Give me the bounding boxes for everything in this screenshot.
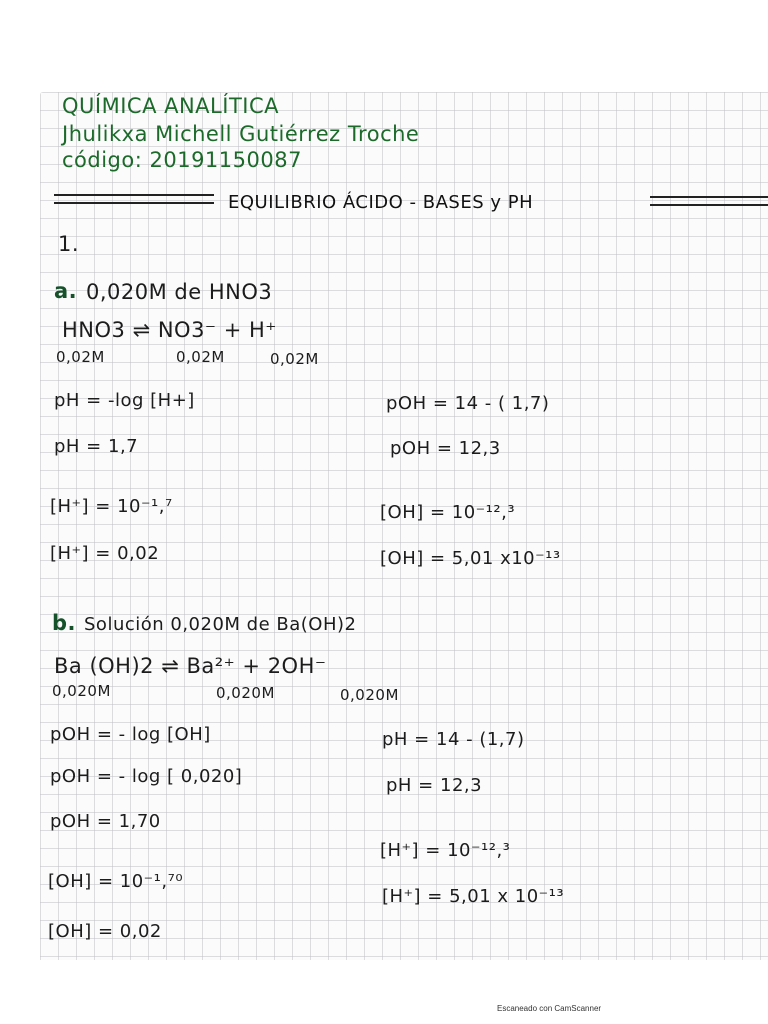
part-b-right-line: pH = 12,3 xyxy=(386,775,483,796)
part-a-right-line: [OH] = 5,01 x10⁻¹³ xyxy=(380,548,561,569)
part-b-right-line: pH = 14 - (1,7) xyxy=(382,729,525,750)
part-b-conc-1: 0,020M xyxy=(52,682,111,700)
author-name: Jhulikxa Michell Gutiérrez Troche xyxy=(62,122,420,146)
part-a-conc-3: 0,02M xyxy=(270,350,319,368)
page-title: QUÍMICA ANALÍTICA xyxy=(62,94,279,118)
part-a-letter: a. xyxy=(54,279,78,303)
part-b-left-line: pOH = - log [ 0,020] xyxy=(50,766,243,787)
part-b-left-line: pOH = 1,70 xyxy=(50,811,161,832)
part-a-conc-1: 0,02M xyxy=(56,348,105,366)
part-a-left-line: [H⁺] = 10⁻¹,⁷ xyxy=(50,496,173,517)
scanner-watermark: Escaneado con CamScanner xyxy=(497,1004,602,1013)
part-a-left-line: pH = -log [H+] xyxy=(54,390,195,411)
double-rule-left xyxy=(54,194,214,204)
part-b-conc-3: 0,020M xyxy=(340,686,399,704)
part-b-letter: b. xyxy=(52,611,77,635)
part-a-right-line: [OH] = 10⁻¹²,³ xyxy=(380,502,516,523)
student-code: código: 20191150087 xyxy=(62,148,302,172)
section-number: 1. xyxy=(58,232,80,256)
part-b-left-line: pOH = - log [OH] xyxy=(50,724,211,745)
topic-heading: EQUILIBRIO ÁCIDO - BASES y PH xyxy=(228,192,534,213)
part-a-conc-2: 0,02M xyxy=(176,348,225,366)
double-rule-right xyxy=(650,196,768,206)
part-b-reaction: Ba (OH)2 ⇌ Ba²⁺ + 2OH⁻ xyxy=(54,654,327,678)
part-a-statement: 0,020M de HNO3 xyxy=(86,280,273,304)
part-a-reaction: HNO3 ⇌ NO3⁻ + H⁺ xyxy=(62,318,277,342)
part-b-right-line: [H⁺] = 5,01 x 10⁻¹³ xyxy=(382,886,565,907)
part-b-left-line: [OH] = 0,02 xyxy=(48,921,162,942)
part-b-left-line: [OH] = 10⁻¹,⁷⁰ xyxy=(48,871,184,892)
part-a-left-line: [H⁺] = 0,02 xyxy=(50,543,160,564)
part-b-conc-2: 0,020M xyxy=(216,684,275,702)
part-a-right-line: pOH = 12,3 xyxy=(390,438,501,459)
part-b-right-line: [H⁺] = 10⁻¹²,³ xyxy=(380,840,511,861)
part-a-right-line: pOH = 14 - ( 1,7) xyxy=(386,393,550,414)
part-b-statement: Solución 0,020M de Ba(OH)2 xyxy=(84,614,357,635)
part-a-left-line: pH = 1,7 xyxy=(54,436,139,457)
